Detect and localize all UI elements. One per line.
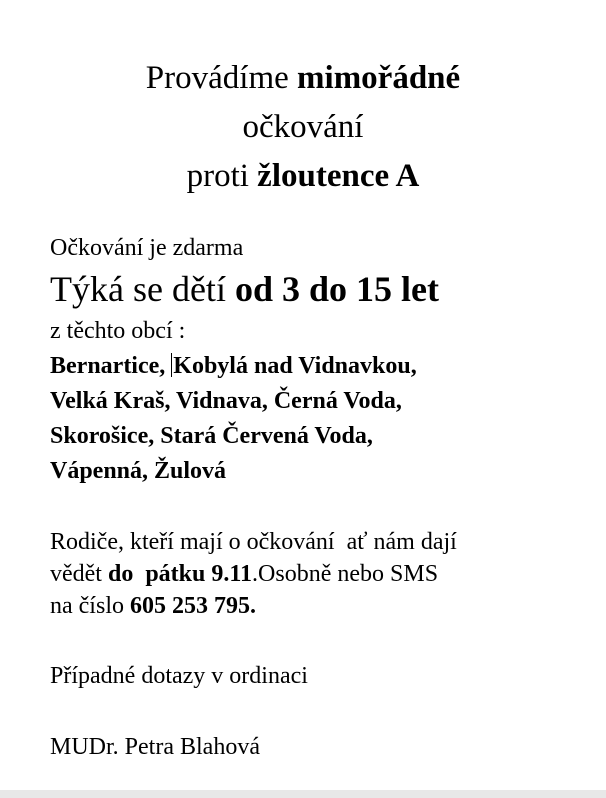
bottom-scroll-area <box>0 790 606 798</box>
parents-line-3: na číslo 605 253 795. <box>50 593 256 619</box>
villages-line-1: Bernartice, Kobylá nad Vidnavkou, <box>50 353 417 379</box>
title-line-1: Provádíme mimořádné <box>145 60 461 96</box>
villages-line-4: Vápenná, Žulová <box>50 458 227 484</box>
age-range-text: Týká se dětí od 3 do 15 let <box>50 269 439 309</box>
villages-line-2: Velká Kraš, Vidnava, Černá Voda, <box>50 388 402 414</box>
document-title <box>0 54 606 201</box>
villages-list <box>50 349 590 489</box>
villages-line-3: Skorošice, Stará Červená Voda, <box>50 423 373 449</box>
questions-text: Případné dotazy v ordinaci <box>50 663 308 689</box>
parents-notice <box>50 526 590 622</box>
parents-line-2: vědět do pátku 9.11.Osobně nebo SMS <box>50 561 439 587</box>
title-line-2: očkování <box>242 109 364 145</box>
villages-intro: z těchto obcí : <box>50 318 186 344</box>
parents-line-1: Rodiče, kteří mají o očkování ať nám dají <box>50 529 457 555</box>
doctor-signature: MUDr. Petra Blahová <box>50 734 260 760</box>
free-of-charge-text: Očkování je zdarma <box>50 235 244 261</box>
title-line-3: proti žloutence A <box>186 158 420 194</box>
